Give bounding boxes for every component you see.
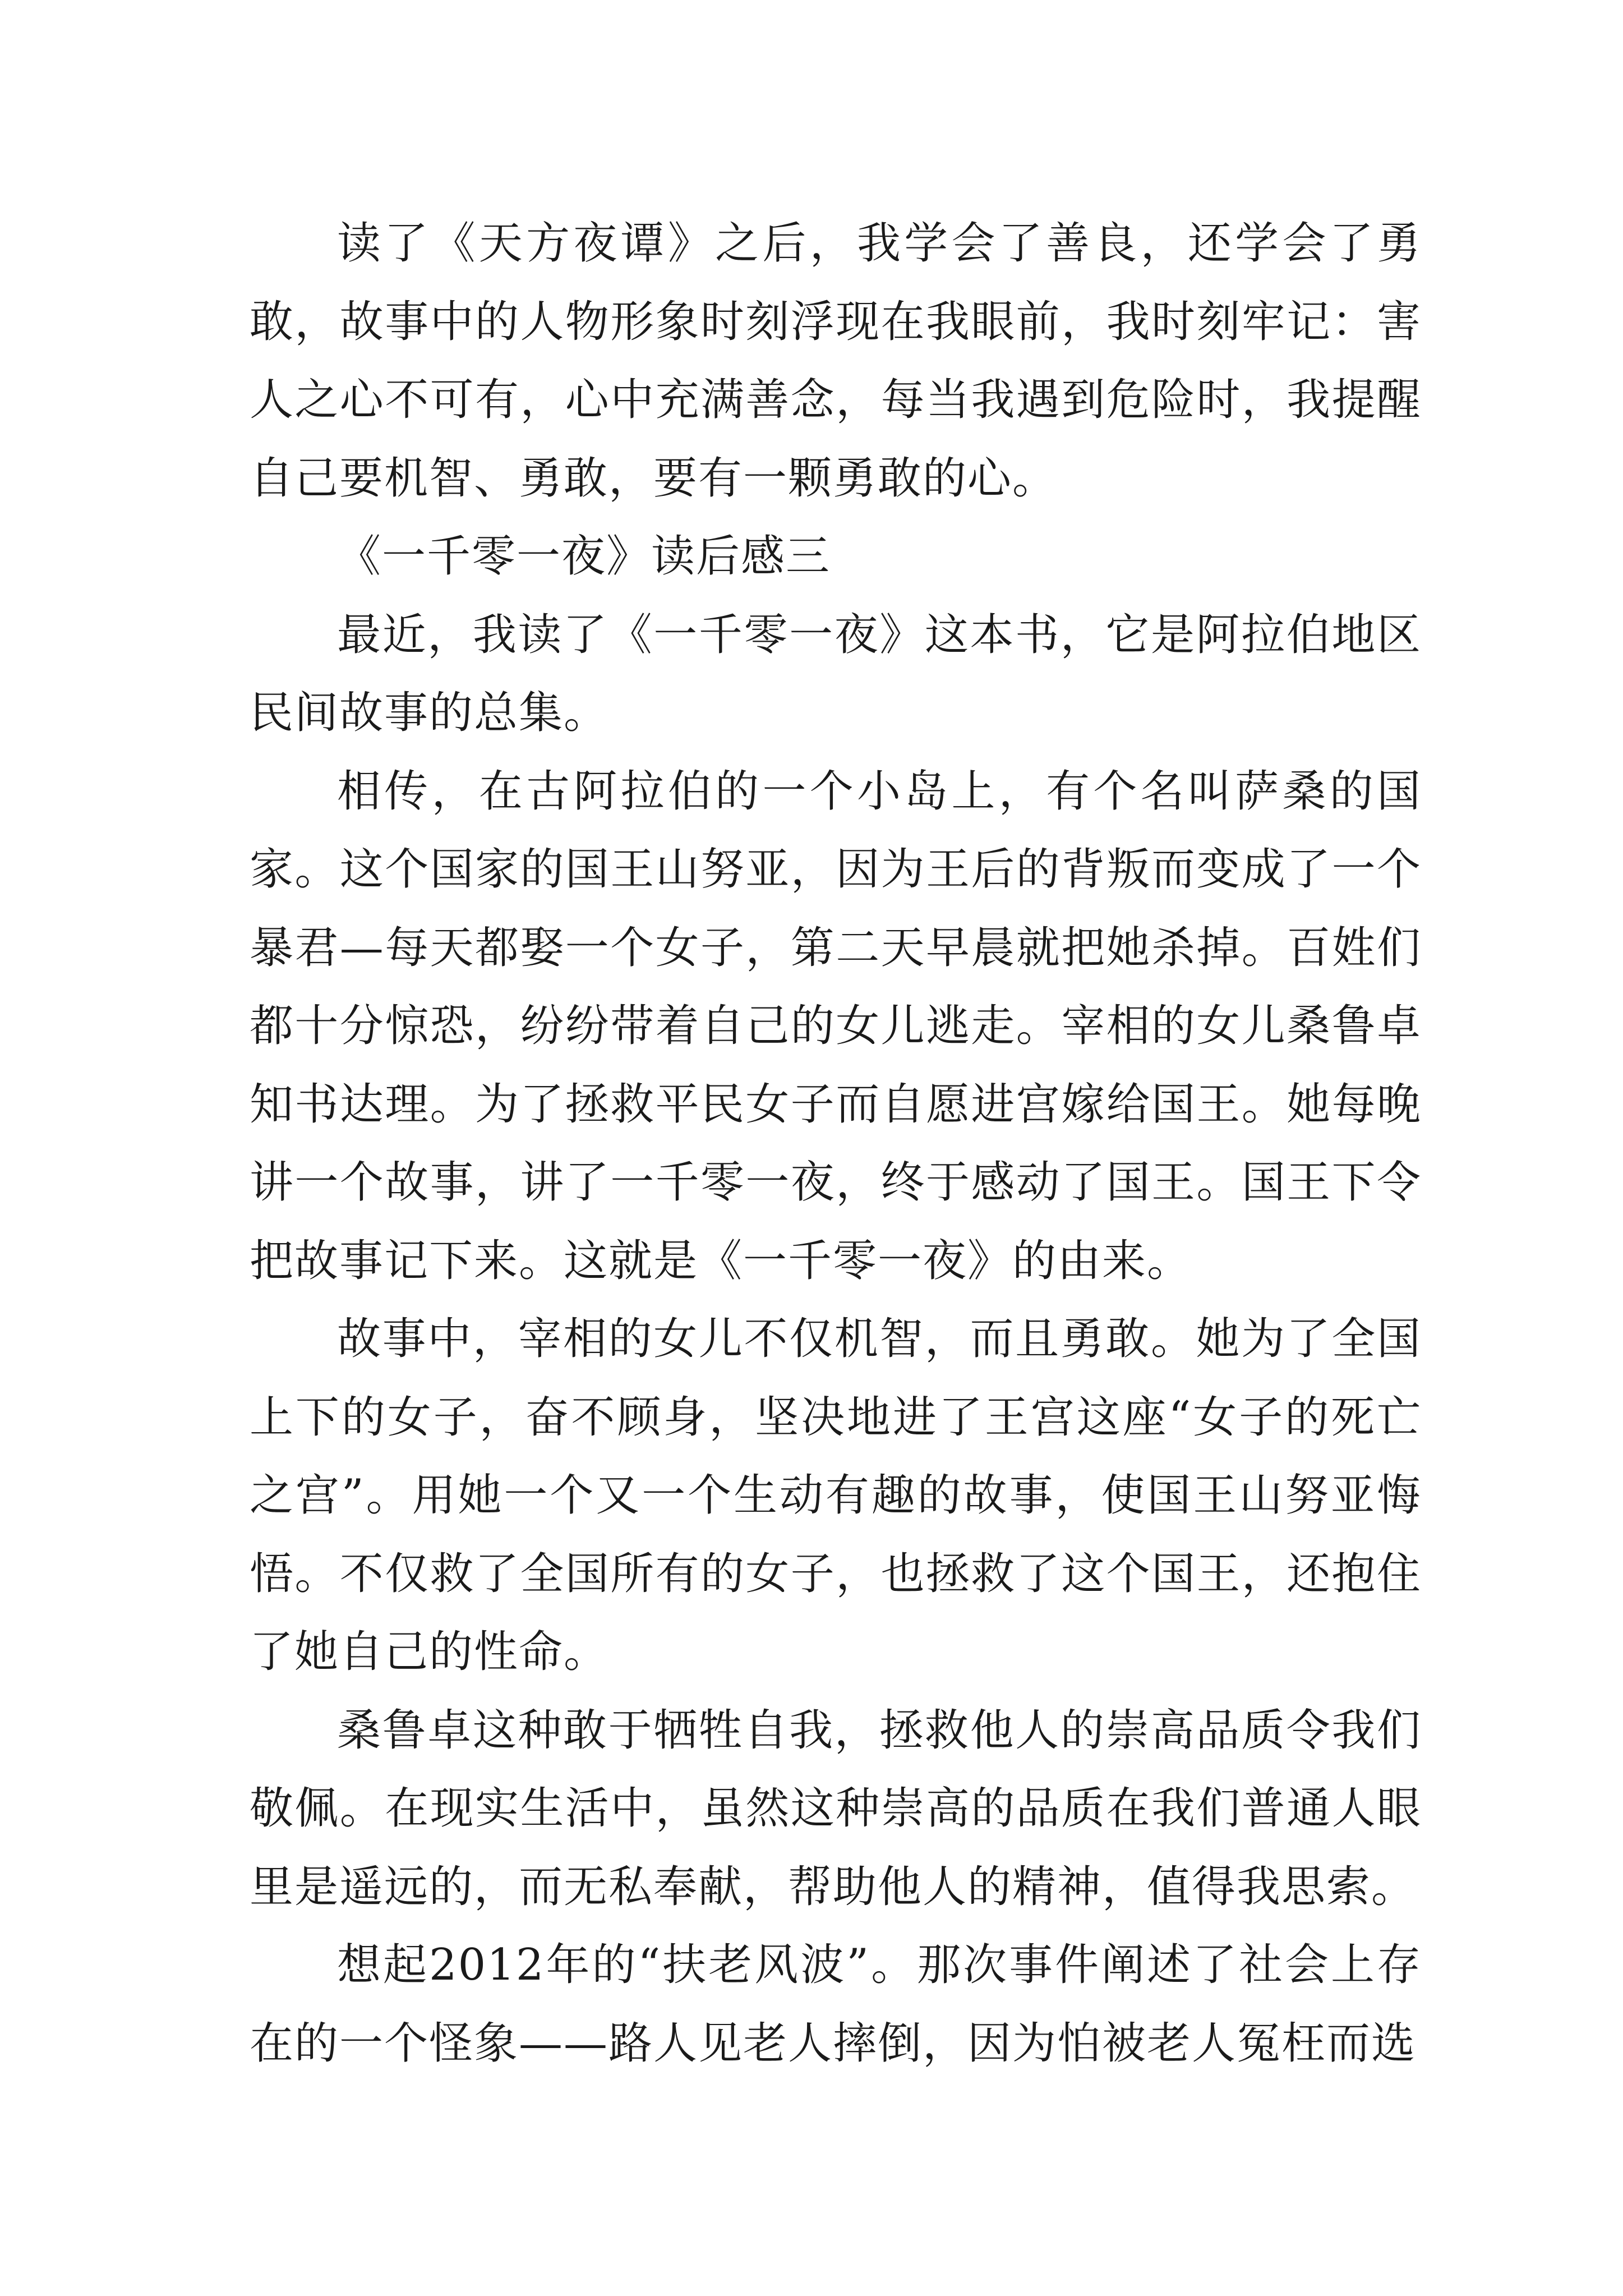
paragraph-story-analysis: 故事中，宰相的女儿不仅机智，而且勇敢。她为了全国上下的女子，奋不顾身，坚决地进了王宫这座“女子的死亡之宫”。用她一个又一个生动有趣的故事，使国王山努亚悔悟。不仅救了全国所有的女子，也拯救了这个国王，还抱住了她自己的性命。 [250, 1314, 1422, 1677]
paragraph-legend: 相传，在古阿拉伯的一个小岛上，有个名叫萨桑的国家。这个国家的国王山努亚，因为王后的背叛而变成了一个暴君—每天都娶一个女子，第二天早晨就把她杀掉。百姓们都十分惊恐，纷纷带着自己的女儿逃走。宰相的女儿桑鲁卓知书达理。为了拯救平民女子而自愿进宫嫁给国王。她每晚讲一个故事，讲了一千零一夜，终于感动了国王。国王下令把故事记下来。这就是《一千零一夜》的由来。 [250, 766, 1422, 1286]
paragraph-conclusion: 读了《天方夜谭》之后，我学会了善良，还学会了勇敢，故事中的人物形象时刻浮现在我眼前，我时刻牢记：害人之心不可有，心中充满善念，每当我遇到危险时，我提醒自己要机智、勇敢，要有一颗勇敢的心。 [250, 218, 1422, 504]
paragraph-admiration: 桑鲁卓这种敢于牺牲自我，拯救他人的崇高品质令我们敬佩。在现实生活中，虽然这种崇高的品质在我们普通人眼里是遥远的，而无私奉献，帮助他人的精神，值得我思索。 [250, 1705, 1422, 1912]
paragraph-reflection: 想起2012年的“扶老风波”。那次事件阐述了社会上存在的一个怪象——路人见老人摔倒，因为怕被老人冤枉而选 [250, 1940, 1422, 2069]
section-heading: 《一千零一夜》读后感三 [337, 531, 831, 582]
paragraph-intro: 最近，我读了《一千零一夜》这本书，它是阿拉伯地区民间故事的总集。 [250, 609, 1422, 738]
document-body [250, 205, 1422, 2083]
